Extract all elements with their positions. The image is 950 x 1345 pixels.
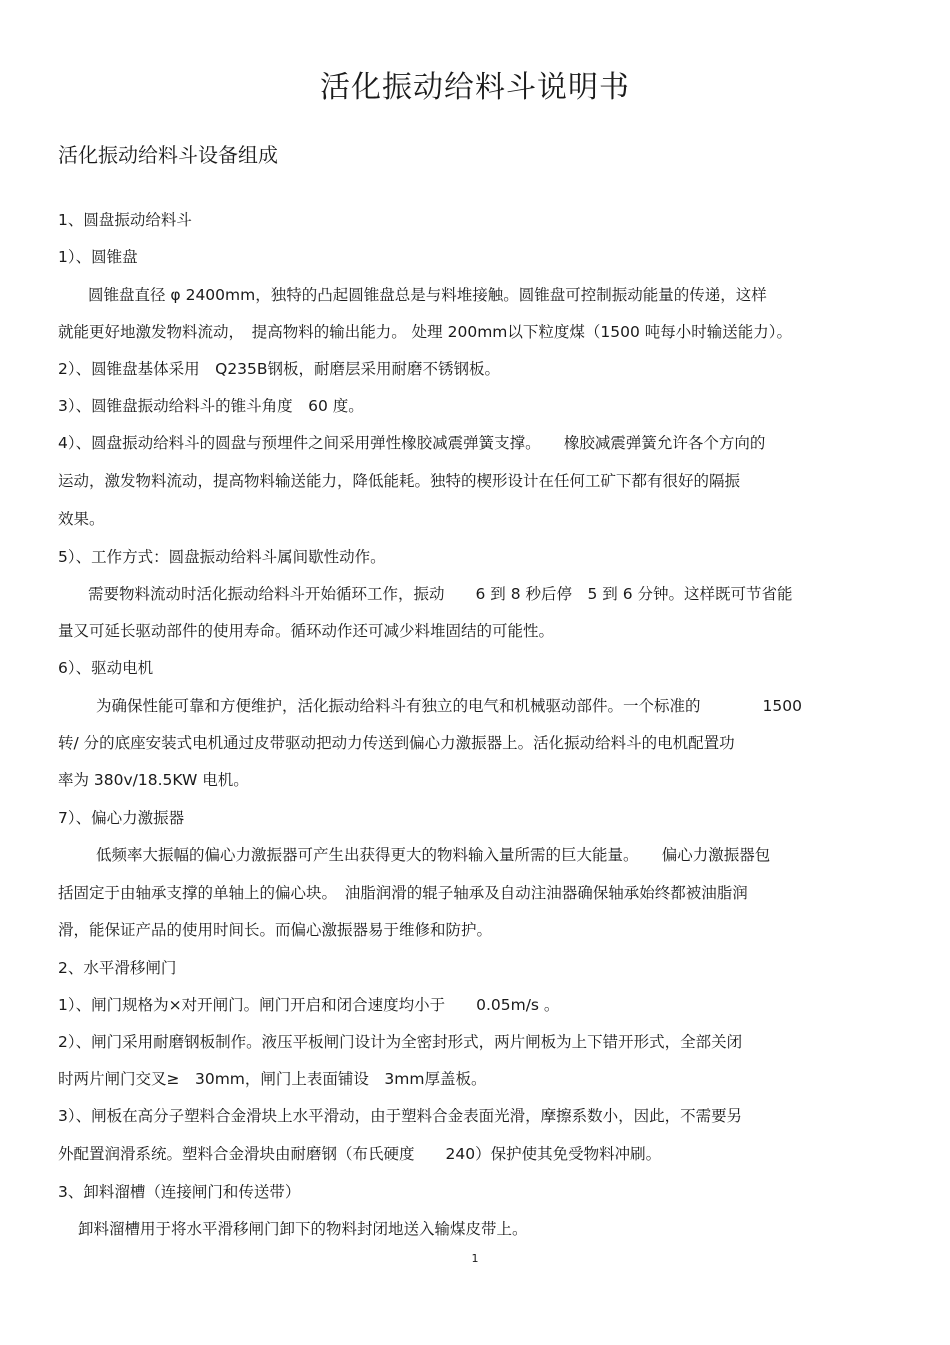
text-line: 2）、闸门采用耐磨钢板制作。液压平板闸门设计为全密封形式，两片闸板为上下错开形式，全部关闭 (58, 1033, 743, 1051)
text-line: 需要物料流动时活化振动给料斗开始循环工作，振动 6 到 8 秒后停 5 到 6 分钟。这样既可节省能 (88, 585, 793, 603)
text-line: 时两片闸门交叉≥ 30mm，闸门上表面铺设 3mm厚盖板。 (58, 1070, 487, 1088)
text-line: 2、水平滑移闸门 (58, 959, 177, 977)
text-line: 3）、圆锥盘振动给料斗的锥斗角度 60 度。 (58, 397, 364, 415)
text-line: 6）、驱动电机 (58, 659, 154, 677)
text-line: 2）、圆锥盘基体采用 Q235B钢板，耐磨层采用耐磨不锈钢板。 (58, 360, 501, 378)
text-line: 滑，能保证产品的使用时间长。而偏心激振器易于维修和防护。 (58, 921, 493, 939)
text-line: 1）、圆锥盘 (58, 248, 138, 266)
text-line: 为确保性能可靠和方便维护，活化振动给料斗有独立的电气和机械驱动部件。一个标准的 1500 (96, 697, 802, 715)
text-line: 低频率大振幅的偏心力激振器可产生出获得更大的物料输入量所需的巨大能量。 偏心力激振器包 (96, 846, 771, 864)
text-line: 5）、工作方式：圆盘振动给料斗属间歇性动作。 (58, 548, 386, 566)
text-line: 3、卸料溜槽（连接闸门和传送带） (58, 1183, 301, 1201)
text-line: 转/ 分的底座安装式电机通过皮带驱动把动力传送到偏心力激振器上。活化振动给料斗的电机配置功 (58, 734, 735, 752)
text-line: 圆锥盘直径 φ 2400mm，独特的凸起圆锥盘总是与料堆接触。圆锥盘可控制振动能量的传递，这样 (88, 286, 767, 304)
text-line: 3）、闸板在高分子塑料合金滑块上水平滑动，由于塑料合金表面光滑，摩擦系数小，因此，不需要另 (58, 1107, 743, 1125)
page-number: 1 (471, 1252, 479, 1265)
text-line: 量又可延长驱动部件的使用寿命。循环动作还可减少料堆固结的可能性。 (58, 622, 555, 640)
text-line: 1、圆盘振动给料斗 (58, 211, 192, 229)
text-line: 括固定于由轴承支撑的单轴上的偏心块。 油脂润滑的辊子轴承及自动注油器确保轴承始终都被油脂润 (58, 884, 748, 902)
text-line: 卸料溜槽用于将水平滑移闸门卸下的物料封闭地送入输煤皮带上。 (78, 1220, 528, 1238)
text-line: 7）、偏心力激振器 (58, 809, 185, 827)
text-line: 运动，激发物料流动，提高物料输送能力，降低能耗。独特的楔形设计在任何工矿下都有很好的隔振 (58, 472, 741, 490)
text-line: 效果。 (58, 510, 105, 528)
text-line: 4）、圆盘振动给料斗的圆盘与预埋件之间采用弹性橡胶减震弹簧支撑。 橡胶减震弹簧允许各个方向的 (58, 434, 766, 452)
text-line: 外配置润滑系统。塑料合金滑块由耐磨钢（布氏硬度 240）保护使其免受物料冲刷。 (58, 1145, 662, 1163)
text-line: 就能更好地激发物料流动， 提高物料的输出能力。 处理 200mm以下粒度煤（1500 吨每小时输送能力）。 (58, 323, 793, 341)
text-line: 率为 380v/18.5KW 电机。 (58, 771, 249, 789)
text-line: 1）、闸门规格为×对开闸门。闸门开启和闭合速度均小于 0.05m/s 。 (58, 996, 560, 1014)
section-heading: 活化振动给料斗设备组成 (58, 143, 278, 167)
document-title: 活化振动给料斗说明书 (320, 70, 630, 105)
